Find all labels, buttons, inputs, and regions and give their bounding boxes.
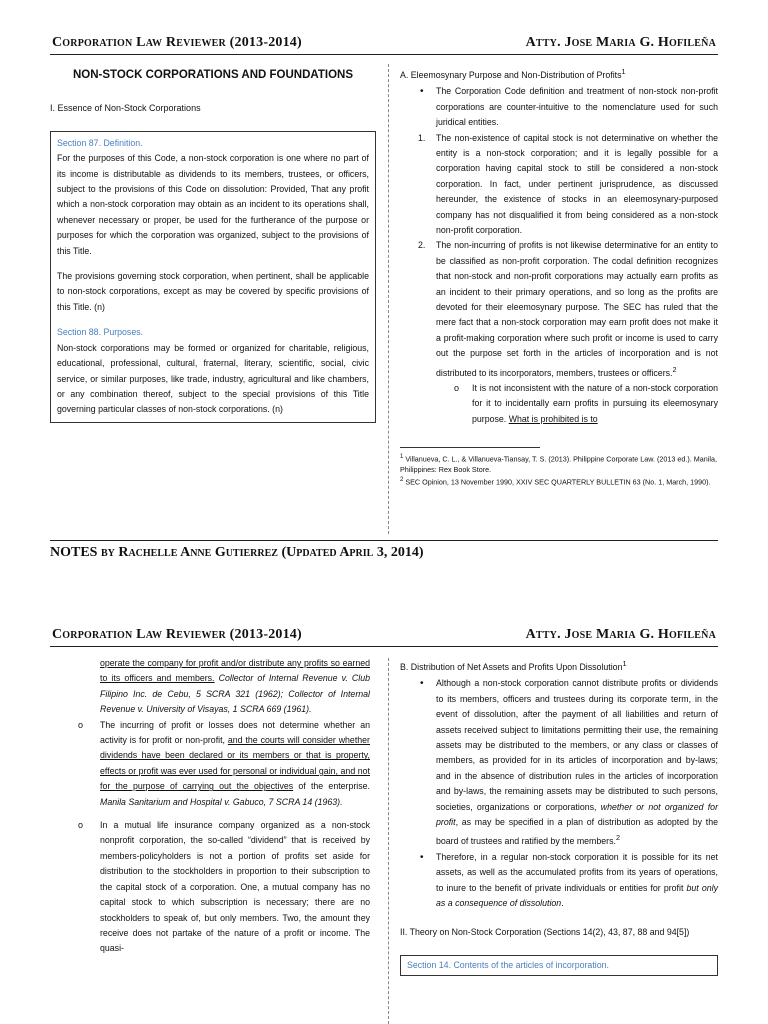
list-item: o It is not inconsistent with the nature of a non-stock corporation for it to incidentally earn profits in pursuing its eleemosynary purpose. What is prohibited is to	[472, 381, 718, 427]
section-88-text: Non-stock corporations may be formed or organized for charitable, religious, educational, professional, cultural, fraternal, literary, scientific, social, civic service, or similar purposes, like trade, industry, agricultural and like chambers, or any combination thereof, subject to the special provisions of this Title governing particular classes of non-stock corporations. (n)	[57, 342, 369, 415]
header-title: Corporation Law Reviewer (2013-2014)	[52, 627, 302, 642]
list-item: o In a mutual life insurance company organized as a non-stock nonprofit corporation, the so-called “dividend” that is received by members-policyholders is not a portion of profits set aside for distribution to the stockholders in proportion to their subscription to the capital stock of a corporation. One, a mutual company has no capital stock to which subscription is necessary; there are no stockholders to speak of, but only members. Two, the amount they receive does not partake of the nature of a profit or income. The quasi-	[100, 818, 370, 957]
list-item: • Therefore, in a regular non-stock corporation it is possible for its net assets, as well as the accumulated profits from its years of operations, to inure to the benefit of private individuals or entities for profit but only as a consequence of dissolution.	[436, 850, 718, 912]
list-item: o The incurring of profit or losses does not determine whether an activity is for profit or non-profit, and the courts will consider whether dividends have been declared or its members or that is property, effects or profit was ever used for personal or individual gain, and not for the purpose of carrying out the objectives of the enterprise. Manila Sanitarium and Hospital v. Gabuco, 7 SCRA 14 (1963).	[100, 718, 370, 810]
left-column	[50, 64, 376, 423]
section-88-title: Section 88. Purposes.	[57, 327, 144, 338]
footnote-1: $^1$ Villanueva, C. L., & Villanueva-Tiansay, T. S. (2013). Philippine Corporate Law. (2013 ed.). Manila, Philippines: Rex Book Store.	[400, 454, 717, 474]
section-14-title: Section 14. Contents of the articles of incorporation.	[407, 959, 609, 970]
subsection-heading: A. Eleemosynary Purpose and Non-Distribution of Profits$^1$	[400, 67, 626, 80]
header-author: Atty. Jose Maria G. Hofileña	[525, 35, 716, 50]
section-heading: I. Essence of Non-Stock Corporations	[50, 103, 201, 114]
right-column	[400, 64, 718, 487]
list-item: 1. The non-existence of capital stock is not determinative on whether the entity is a non-stock corporation; and it is legally possible for a corporation having capital stock to still be considered a non-stock corporation. In fact, under pertinent jurisprudence, as discussed hereunder, the existence of stocks in an eleemosynary-purposed company has not disqualified it from being considered as a non-stock non-profit corporation.	[418, 132, 718, 235]
page-header	[50, 32, 718, 55]
section-87-text-2: The provisions governing stock corporation, when pertinent, shall be applicable to non-stock corporations, except as may be covered by specific provisions of this Title. (n)	[57, 271, 369, 312]
list-item: • The Corporation Code definition and treatment of non-stock non-profit corporations are counter-intuitive to the nomenclature used for such juridical entities.	[436, 84, 718, 130]
main-title: NON-STOCK CORPORATIONS AND FOUNDATIONS	[72, 69, 354, 81]
list-item: 2. The non-incurring of profits is not likewise determinative for an entity to be classified as non-profit corporation. The codal definition recognizes that non-stock and non-profit corporations may actually earn profits as an incident to their primary operations, and so long as the profits are devoted for their eleemosynary purpose. The SEC has ruled that the mere fact that a non-stock corporation may earn profit does not make it a profit-making corporation where such profit or income is used to carry out the purpose set forth in the articles of incorporation and is not distributed to its incorporators, members, trustees or officers.$^2$	[418, 240, 718, 378]
header-author: Atty. Jose Maria G. Hofileña	[525, 627, 716, 642]
footnote-2: $^2$ SEC Opinion, 13 November 1990, XXIV SEC QUARTERLY BULLETIN 63 (No. 1, March, 1990).	[400, 476, 711, 486]
statute-box-2	[400, 955, 718, 976]
list-item: operate the company for profit and/or distribute any profits so earned to its officers and members. Collector of Internal Revenue v. Club Filipino Inc. de Cebu, 5 SCRA 321 (1962); Collector of Internal Revenue v. University of Visayas, 1 SCRA 669 (1961).	[100, 658, 370, 715]
column-divider	[388, 64, 389, 534]
section-87-text: For the purposes of this Code, a non-stock corporation is one where no part of its income is distributable as dividends to its members, trustees, or officers, subject to the provisions of this Code on dissolution: Provided, That any profit which a non-stock corporation may obtain as an incident to its operations shall, whenever necessary or proper, be used for the furtherance of the purpose or purposes for which the corporation was organized, subject to the provisions of this Title.	[57, 153, 369, 256]
statute-box	[50, 131, 376, 423]
footnote-rule	[400, 447, 540, 448]
header-title: Corporation Law Reviewer (2013-2014)	[52, 35, 302, 50]
right-column-2	[400, 656, 718, 976]
left-column-2	[100, 656, 370, 957]
column-divider	[388, 658, 389, 1024]
page-header	[50, 624, 718, 647]
section-87-title: Section 87. Definition.	[57, 137, 143, 148]
section-heading-2: II. Theory on Non-Stock Corporation (Sections 14(2), 43, 87, 88 and 94[5])	[400, 927, 690, 938]
page-footer: NOTES by Rachelle Anne Gutierrez (Updated April 3, 2014)	[50, 540, 718, 561]
list-item: • Although a non-stock corporation cannot distribute profits or dividends to its members, officers and trustees during its corporate term, in the event of dissolution, after the payment of all liabilities and return of assets received subject to limitations permitting their use, the remaining assets may be distributed to the members, or any class or classes of members, as provided for in its articles of incorporation and by-laws; and in the absence of distribution rules in the articles of incorporation and by-laws, the remaining assets may be distributed to such persons, societies, organizations or corporations, whether or not organized for profit, as may be specified in a plan of distribution as adopted by the board of trustees and ratified by the members.$^2$	[436, 676, 718, 849]
subsection-heading: B. Distribution of Net Assets and Profits Upon Dissolution$^1$	[400, 659, 627, 672]
